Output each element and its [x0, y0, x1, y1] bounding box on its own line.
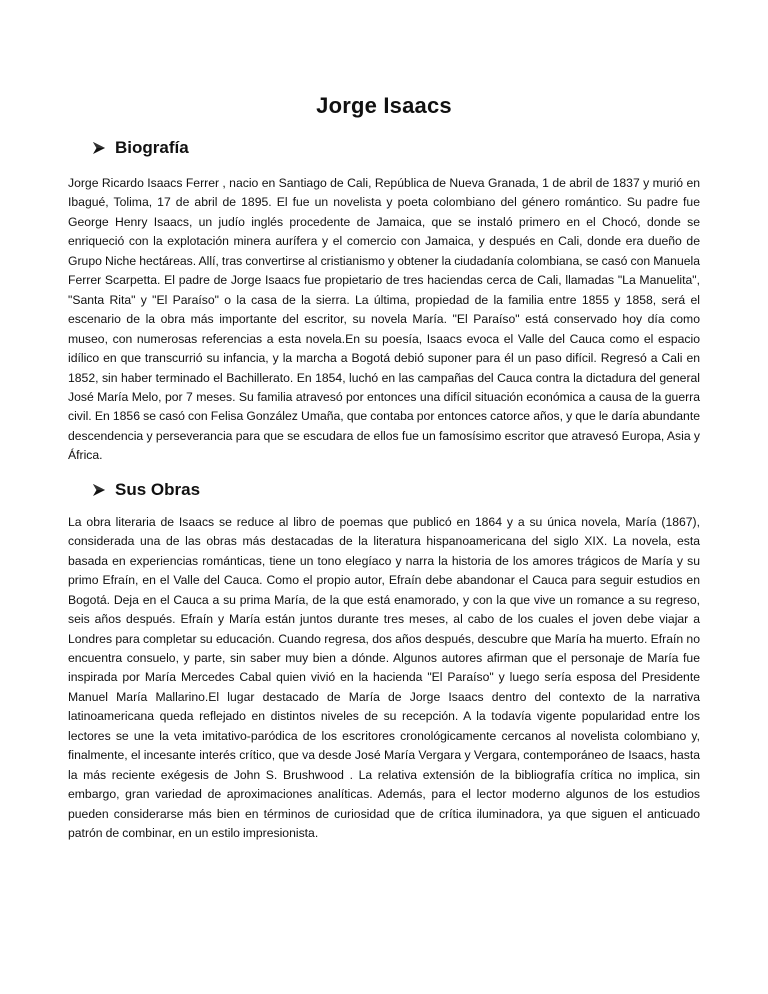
section-heading-label: Biografía — [115, 138, 189, 157]
sus-obras-paragraph: La obra literaria de Isaacs se reduce al libro de poemas que publicó en 1864 y a su única novela, María (1867), considerada una de las obras más destacadas de la literatura hispanoamericana del siglo XIX. La novela, esta basada en experiencias románticas, tiene un tono elegíaco y narra la historia de los amores trágicos de María y su primo Efraín, en el Valle del Cauca. Como el propio autor, Efraín debe abandonar el Cauca para seguir estudios en Bogotá. Deja en el Cauca a su prima María, de la que está enamorado, y con la que vive un romance a su regreso, seis años después. Efraín y María están juntos durante tres meses, al cabo de los cuales el joven debe viajar a Londres para completar su educación. Cuando regresa, dos años después, descubre que María ha muerto. Efraín no encuentra consuelo, y parte, sin saber muy bien a dónde. Algunos autores afirman que el personaje de María fue inspirada por María Mercedes Cabal quien vivió en la hacienda "El Paraíso" y luego sería esposa del Presidente Manuel María Mallarino.El lugar destacado de María de Jorge Isaacs dentro del contexto de la narrativa latinoamericana queda reflejado en distintos niveles de su recepción. A la todavía vigente popularidad entre los lectores se une la veta imitativo-paródica de los escritores cronológicamente cercanos al novelista colombiano y, finalmente, el incesante interés crítico, que va desde José María Vergara y Vergara, contemporáneo de Isaacs, hasta la más reciente exégesis de John S. Brushwood . La relativa extensión de la bibliografía crítica no implica, sin embargo, gran variedad de aproximaciones analíticas. Además, para el lector moderno algunos de los estudios pueden considerarse más bien en términos de curiosidad que de crítica iluminadora, ya que siguen el anticuado patrón de combinar, en un estilo impresionista. — [68, 514, 700, 841]
section-heading-biografia — [92, 137, 700, 159]
biografia-paragraph: Jorge Ricardo Isaacs Ferrer , nacio en Santiago de Cali, República de Nueva Granada, 1 de abril de 1837 y murió en Ibagué, Tolima, 17 de abril de 1895. El fue un novelista y poeta colombiano del género romántico. Su padre fue George Henry Isaacs, un judío inglés procedente de Jamaica, que se instaló primero en el Chocó, donde se enriqueció con la explotación minera aurífera y el comercio con Jamaica, y después en Cali, donde era dueño de Grupo Niche hectáreas. Allí, tras convertirse al cristianismo y obtener la ciudadanía colombiana, se casó con Manuela Ferrer Scarpetta. El padre de Jorge Isaacs fue propietario de tres haciendas cerca de Cali, llamadas "La Manuelita", "Santa Rita" y "El Paraíso" o la casa de la sierra. La última, propiedad de la familia entre 1855 y 1858, será el escenario de la obra más importante del escritor, su novela María. "El Paraíso" está conservado hoy día como museo, con numerosas referencias a esta novela.En su poesía, Isaacs evoca el Valle del Cauca como el espacio idílico en que transcurrió su infancia, y la marcha a Bogotá debió suponer para él un paso difícil. Regresó a Cali en 1852, sin haber terminado el Bachillerato. En 1854, luchó en las campañas del Cauca contra la dictadura del general José María Melo, por 7 meses. Su familia atravesó por entonces una difícil situación económica a causa de la guerra civil. En 1856 se casó con Felisa González Umaña, que contaba por entonces catorce años, y que le daría abundante descendencia y perseverancia para que se escudara de ellos fue un famosísimo escritor que atravesó Europa, Asia y África. — [68, 176, 700, 463]
arrowhead-bullet-icon — [92, 141, 106, 155]
arrowhead-bullet-icon — [92, 483, 106, 497]
document-title: Jorge Isaacs — [316, 93, 452, 118]
section-heading-sus-obras — [92, 479, 700, 501]
document-page — [68, 0, 700, 844]
section-heading-label: Sus Obras — [115, 479, 201, 499]
